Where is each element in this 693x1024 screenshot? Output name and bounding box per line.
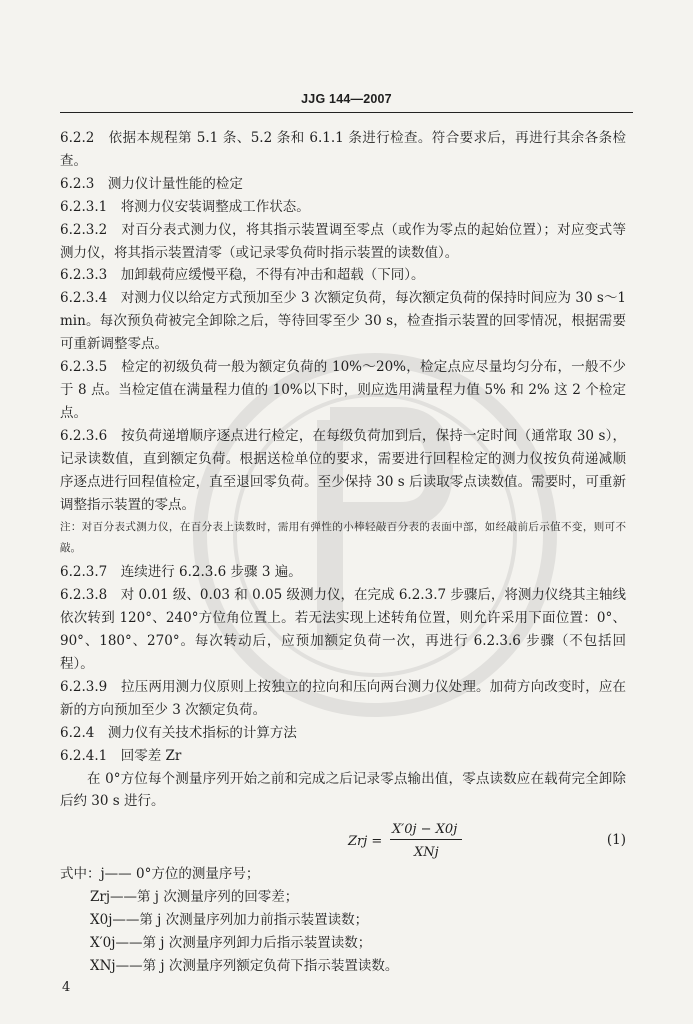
paragraph-6-2-3-5: 6.2.3.5 检定的初级负荷一般为额定负荷的 10%～20%，检定点应尽量均匀分布，一般不少于 8 点。当检定值在满量程力值的 10%以下时，则应选用满量程力值 5% 和 2% 这 2 个检定点。 — [60, 359, 626, 421]
paragraph-6-2-3-9: 6.2.3.9 拉压两用测力仪原则上按独立的拉向和压向两台测力仪处理。加荷方向改变时，应在新的方向预加至少 3 次额定负荷。 — [60, 678, 626, 718]
fraction-bar — [390, 839, 462, 840]
note-dial-gauge: 注：对百分表式测力仪，在百分表上读数时，需用有弹性的小棒轻敲百分表的表面中部，如经敲前后示值不变，则可不敲。 — [60, 521, 626, 555]
definition-xnj: XNj——第 j 次测量序列额定负荷下指示装置读数。 — [90, 958, 399, 975]
paragraph-6-2-3-7: 6.2.3.7 连续进行 6.2.3.6 步骤 3 遍。 — [60, 564, 302, 581]
symbol-definitions — [60, 863, 626, 978]
definition-zrj: Zrj——第 j 次测量序列的回零差； — [90, 889, 299, 906]
page-number: 4 — [62, 980, 71, 995]
definition-x0j-prime: X′0j——第 j 次测量序列卸力后指示装置读数； — [90, 935, 372, 952]
paragraph-6-2-3-6: 6.2.3.6 按负荷递增顺序逐点进行检定，在每级负荷加到后，保持一定时间（通常取 30 s），记录读数值，直到额定负荷。根据送检单位的要求，需要进行回程检定的测力仪按负荷递减顺序逐点进行回程值检定，直至退回零负荷。至少保持 30 s 后读取零点读数值。需要时，可重新调整指示装置的零点。 — [60, 427, 626, 513]
heading-6-2-3: 6.2.3 测力仪计量性能的检定 — [60, 175, 243, 192]
heading-6-2-4-1: 6.2.4.1 回零差 Zr — [60, 747, 182, 764]
paragraph-6-2-3-1: 6.2.3.1 将测力仪安装调整成工作状态。 — [60, 198, 310, 215]
paragraph-6-2-2: 6.2.2 依据本规程第 5.1 条、5.2 条和 6.1.1 条进行检查。符合要求后，再进行其余各条检查。 — [60, 130, 626, 169]
document-body — [60, 127, 626, 978]
definition-j: 式中：j—— 0°方位的测量序号； — [60, 866, 260, 883]
formula-denominator: XNj — [414, 845, 439, 861]
intro-paragraph: 在 0°方位每个测量序列开始之前和完成之后记录零点输出值，零点读数应在载荷完全卸除后约 30 s 进行。 — [60, 770, 626, 810]
formula-1 — [60, 815, 626, 859]
header-rule — [60, 112, 633, 113]
paragraph-6-2-3-2: 6.2.3.2 对百分表式测力仪，将其指示装置调至零点（或作为零点的起始位置）；对应变式等测力仪，将其指示装置清零（或记录零负荷时指示装置的读数值）。 — [60, 221, 626, 261]
equation-number: (1) — [606, 832, 626, 849]
paragraph-6-2-3-3: 6.2.3.3 加卸载荷应缓慢平稳，不得有冲击和超载（下同）。 — [60, 267, 425, 284]
heading-6-2-4: 6.2.4 测力仪有关技术指标的计算方法 — [60, 724, 297, 741]
paragraph-6-2-3-8: 6.2.3.8 对 0.01 级、0.03 和 0.05 级测力仪，在完成 6.2.3.7 步骤后，将测力仪绕其主轴线依次转到 120°、240°方位角位置上。若无法实现上述转角位置，则允许采用下面位置：0°、90°、180°、270°。每次转动后，应预加额定负荷一次，再进行 6.2.3.6 步骤（不包括回程）。 — [60, 587, 626, 673]
page-header: JJG 144—2007 — [301, 92, 392, 106]
formula-lhs: Zrj = — [348, 834, 383, 850]
paragraph-6-2-3-4: 6.2.3.4 对测力仪以给定方式预加至少 3 次额定负荷，每次额定负荷的保持时间应为 30 s～1 min。每次预负荷被完全卸除之后，等待回零至少 30 s，检查指示装置的回零情况，根据需要可重新调整零点。 — [60, 290, 626, 353]
formula-numerator: X′0j − X0j — [392, 822, 458, 838]
definition-x0j: X0j——第 j 次测量序列加力前指示装置读数； — [90, 912, 369, 929]
